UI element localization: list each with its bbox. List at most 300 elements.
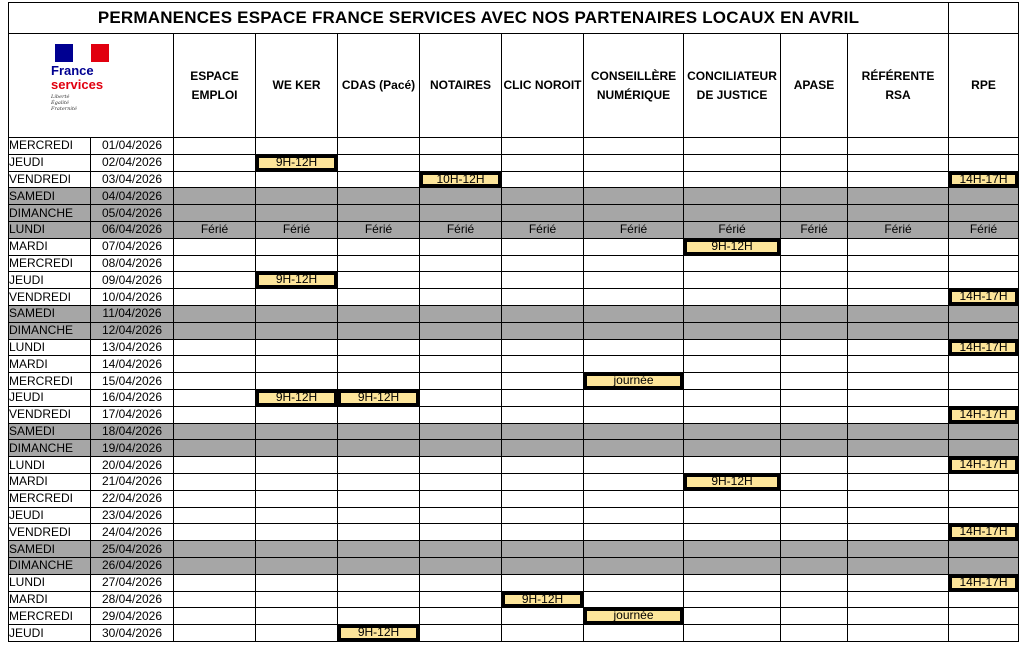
slot-badge: 9H-12H (684, 239, 780, 255)
holiday-cell: Férié (256, 221, 338, 238)
schedule-cell (584, 171, 684, 188)
holiday-cell: Férié (848, 221, 949, 238)
schedule-cell (684, 524, 781, 541)
schedule-cell (848, 289, 949, 306)
schedule-cell (781, 389, 848, 406)
column-header: ESPACE EMPLOI (174, 34, 256, 138)
schedule-cell (502, 625, 584, 642)
schedule-cell (420, 440, 502, 457)
france-services-logo (9, 34, 174, 138)
schedule-cell (781, 238, 848, 255)
column-header: WE KER (256, 34, 338, 138)
schedule-cell (949, 289, 1019, 306)
slot-badge: 9H-12H (502, 592, 583, 608)
schedule-cell (584, 138, 684, 155)
schedule-cell (174, 473, 256, 490)
slot-badge: 14H-17H (949, 407, 1018, 423)
column-header: CLIC NOROIT (502, 34, 584, 138)
schedule-cell (502, 557, 584, 574)
schedule-cell (502, 591, 584, 608)
day-name: JEUDI (9, 625, 91, 642)
schedule-cell (584, 289, 684, 306)
schedule-cell (338, 339, 420, 356)
schedule-cell (584, 255, 684, 272)
day-date: 02/04/2026 (91, 154, 174, 171)
schedule-cell (502, 423, 584, 440)
column-header: CDAS (Pacé) (338, 34, 420, 138)
schedule-cell (502, 238, 584, 255)
schedule-cell (584, 541, 684, 558)
day-name: VENDREDI (9, 524, 91, 541)
schedule-cell (420, 272, 502, 289)
schedule-cell (684, 154, 781, 171)
schedule-cell (781, 574, 848, 591)
schedule-cell (684, 507, 781, 524)
day-date: 28/04/2026 (91, 591, 174, 608)
schedule-cell (502, 289, 584, 306)
day-date: 19/04/2026 (91, 440, 174, 457)
schedule-cell (949, 305, 1019, 322)
schedule-cell (848, 356, 949, 373)
schedule-cell (684, 490, 781, 507)
schedule-cell (848, 389, 949, 406)
schedule-cell (684, 289, 781, 306)
day-name: MERCREDI (9, 608, 91, 625)
schedule-cell (781, 591, 848, 608)
schedule-cell (781, 205, 848, 222)
schedule-cell (781, 457, 848, 474)
day-date: 25/04/2026 (91, 541, 174, 558)
schedule-cell (684, 188, 781, 205)
day-name: SAMEDI (9, 541, 91, 558)
schedule-cell (584, 154, 684, 171)
schedule-cell (502, 356, 584, 373)
motto-liberte: Liberté (51, 94, 70, 100)
schedule-cell (256, 423, 338, 440)
slot-badge: 14H-17H (949, 172, 1018, 188)
schedule-cell (338, 541, 420, 558)
schedule-cell (781, 473, 848, 490)
schedule-cell (949, 389, 1019, 406)
schedule-cell (174, 541, 256, 558)
schedule-cell (174, 272, 256, 289)
schedule-cell (781, 541, 848, 558)
day-date: 03/04/2026 (91, 171, 174, 188)
schedule-cell (949, 541, 1019, 558)
schedule-cell (256, 238, 338, 255)
day-date: 20/04/2026 (91, 457, 174, 474)
french-flag-icon (55, 44, 109, 62)
schedule-cell (781, 154, 848, 171)
schedule-cell (781, 507, 848, 524)
schedule-cell (174, 406, 256, 423)
day-date: 26/04/2026 (91, 557, 174, 574)
schedule-cell (781, 289, 848, 306)
schedule-cell (174, 625, 256, 642)
day-date: 06/04/2026 (91, 221, 174, 238)
schedule-cell (502, 373, 584, 390)
schedule-cell (781, 356, 848, 373)
table-row (9, 608, 1019, 625)
schedule-cell (256, 389, 338, 406)
schedule-cell (256, 608, 338, 625)
schedule-cell (256, 541, 338, 558)
table-row (9, 188, 1019, 205)
schedule-cell (848, 339, 949, 356)
schedule-cell (174, 171, 256, 188)
day-date: 12/04/2026 (91, 322, 174, 339)
schedule-cell (338, 524, 420, 541)
schedule-cell (584, 524, 684, 541)
schedule-cell (338, 272, 420, 289)
logo-line-france: France (51, 63, 94, 78)
schedule-cell (256, 557, 338, 574)
schedule-cell (420, 608, 502, 625)
schedule-cell (420, 541, 502, 558)
column-header: RPE (949, 34, 1019, 138)
schedule-cell (684, 473, 781, 490)
schedule-cell (684, 305, 781, 322)
schedule-cell (848, 524, 949, 541)
schedule-cell (781, 272, 848, 289)
schedule-cell (256, 322, 338, 339)
schedule-cell (420, 305, 502, 322)
schedule-cell (781, 171, 848, 188)
schedule-cell (338, 138, 420, 155)
day-date: 22/04/2026 (91, 490, 174, 507)
schedule-cell (684, 389, 781, 406)
schedule-cell (256, 272, 338, 289)
schedule-cell (256, 440, 338, 457)
schedule-cell (174, 138, 256, 155)
schedule-cell (256, 171, 338, 188)
schedule-cell (338, 473, 420, 490)
schedule-cell (256, 490, 338, 507)
schedule-cell (584, 423, 684, 440)
schedule-cell (256, 188, 338, 205)
schedule-cell (684, 557, 781, 574)
schedule-cell (949, 406, 1019, 423)
schedule-cell (684, 339, 781, 356)
schedule-cell (256, 154, 338, 171)
table-row (9, 457, 1019, 474)
schedule-cell (338, 238, 420, 255)
schedule-cell (174, 608, 256, 625)
schedule-cell (256, 289, 338, 306)
schedule-cell (502, 339, 584, 356)
schedule-cell (949, 255, 1019, 272)
schedule-cell (174, 457, 256, 474)
schedule-cell (256, 205, 338, 222)
schedule-cell (949, 625, 1019, 642)
slot-badge: 9H-12H (256, 155, 337, 171)
schedule-cell (256, 574, 338, 591)
schedule-cell (949, 138, 1019, 155)
schedule-cell (584, 507, 684, 524)
schedule-cell (502, 574, 584, 591)
schedule-cell (781, 188, 848, 205)
schedule-cell (949, 557, 1019, 574)
table-row (9, 423, 1019, 440)
schedule-cell (781, 490, 848, 507)
schedule-table (8, 2, 1019, 642)
day-name: LUNDI (9, 457, 91, 474)
schedule-cell (781, 423, 848, 440)
day-name: MERCREDI (9, 138, 91, 155)
schedule-cell (256, 255, 338, 272)
table-row (9, 490, 1019, 507)
day-name: DIMANCHE (9, 205, 91, 222)
schedule-cell (338, 188, 420, 205)
schedule-cell (174, 188, 256, 205)
schedule-cell (781, 608, 848, 625)
schedule-cell (420, 255, 502, 272)
schedule-cell (584, 457, 684, 474)
table-row (9, 440, 1019, 457)
day-name: MERCREDI (9, 373, 91, 390)
schedule-cell (848, 322, 949, 339)
schedule-cell (584, 389, 684, 406)
holiday-cell: Férié (174, 221, 256, 238)
schedule-cell (502, 272, 584, 289)
schedule-cell (949, 591, 1019, 608)
schedule-cell (420, 356, 502, 373)
day-name: MERCREDI (9, 490, 91, 507)
schedule-cell (848, 507, 949, 524)
schedule-cell (502, 305, 584, 322)
schedule-cell (338, 507, 420, 524)
slot-badge: 14H-17H (949, 457, 1018, 473)
schedule-cell (584, 188, 684, 205)
slot-badge: 9H-12H (338, 625, 419, 641)
schedule-cell (584, 373, 684, 390)
schedule-cell (848, 305, 949, 322)
schedule-cell (584, 356, 684, 373)
schedule-cell (174, 305, 256, 322)
day-name: JEUDI (9, 507, 91, 524)
schedule-cell (256, 473, 338, 490)
schedule-cell (949, 188, 1019, 205)
schedule-cell (848, 608, 949, 625)
schedule-cell (848, 457, 949, 474)
day-name: VENDREDI (9, 406, 91, 423)
schedule-cell (338, 289, 420, 306)
table-row (9, 221, 1019, 238)
schedule-cell (949, 356, 1019, 373)
schedule-cell (338, 490, 420, 507)
schedule-cell (848, 171, 949, 188)
schedule-cell (420, 238, 502, 255)
holiday-cell: Férié (502, 221, 584, 238)
schedule-cell (949, 574, 1019, 591)
schedule-cell (781, 557, 848, 574)
schedule-cell (174, 440, 256, 457)
schedule-cell (848, 138, 949, 155)
schedule-cell (502, 138, 584, 155)
schedule-cell (502, 389, 584, 406)
schedule-cell (338, 440, 420, 457)
schedule-cell (338, 373, 420, 390)
schedule-cell (174, 574, 256, 591)
schedule-cell (338, 591, 420, 608)
schedule-cell (174, 356, 256, 373)
day-name: JEUDI (9, 272, 91, 289)
day-date: 15/04/2026 (91, 373, 174, 390)
schedule-cell (174, 373, 256, 390)
schedule-cell (949, 457, 1019, 474)
slot-badge: 9H-12H (256, 390, 337, 406)
schedule-cell (174, 289, 256, 306)
day-name: LUNDI (9, 221, 91, 238)
schedule-cell (949, 339, 1019, 356)
schedule-cell (420, 205, 502, 222)
day-name: VENDREDI (9, 171, 91, 188)
schedule-cell (338, 423, 420, 440)
schedule-cell (949, 322, 1019, 339)
schedule-cell (684, 373, 781, 390)
slot-badge: journée (584, 373, 683, 389)
day-date: 16/04/2026 (91, 389, 174, 406)
day-name: MARDI (9, 473, 91, 490)
schedule-cell (338, 574, 420, 591)
schedule-cell (502, 322, 584, 339)
day-name: SAMEDI (9, 423, 91, 440)
schedule-cell (420, 473, 502, 490)
schedule-cell (949, 272, 1019, 289)
table-row (9, 356, 1019, 373)
table-row (9, 574, 1019, 591)
schedule-cell (949, 524, 1019, 541)
schedule-cell (781, 373, 848, 390)
schedule-cell (584, 305, 684, 322)
schedule-cell (848, 188, 949, 205)
day-name: JEUDI (9, 154, 91, 171)
day-date: 14/04/2026 (91, 356, 174, 373)
schedule-cell (684, 238, 781, 255)
schedule-cell (174, 322, 256, 339)
schedule-cell (848, 625, 949, 642)
column-header: NOTAIRES (420, 34, 502, 138)
slot-badge: 14H-17H (949, 524, 1018, 540)
schedule-cell (420, 625, 502, 642)
schedule-cell (256, 524, 338, 541)
schedule-cell (584, 339, 684, 356)
table-row (9, 339, 1019, 356)
schedule-cell (420, 373, 502, 390)
schedule-cell (420, 154, 502, 171)
schedule-cell (174, 154, 256, 171)
schedule-cell (338, 322, 420, 339)
schedule-cell (584, 490, 684, 507)
day-name: MARDI (9, 238, 91, 255)
day-date: 13/04/2026 (91, 339, 174, 356)
slot-badge: 9H-12H (256, 272, 337, 288)
schedule-cell (256, 625, 338, 642)
schedule-cell (502, 457, 584, 474)
schedule-cell (684, 457, 781, 474)
schedule-cell (848, 423, 949, 440)
schedule-cell (949, 608, 1019, 625)
day-date: 01/04/2026 (91, 138, 174, 155)
schedule-cell (684, 171, 781, 188)
schedule-cell (338, 557, 420, 574)
schedule-cell (338, 457, 420, 474)
table-row (9, 473, 1019, 490)
day-name: LUNDI (9, 574, 91, 591)
schedule-cell (848, 272, 949, 289)
schedule-cell (684, 541, 781, 558)
schedule-cell (502, 205, 584, 222)
holiday-cell: Férié (684, 221, 781, 238)
day-name: SAMEDI (9, 188, 91, 205)
schedule-cell (584, 440, 684, 457)
schedule-cell (781, 440, 848, 457)
schedule-cell (781, 138, 848, 155)
slot-badge: 10H-12H (420, 172, 501, 188)
holiday-cell: Férié (420, 221, 502, 238)
schedule-cell (848, 238, 949, 255)
schedule-cell (502, 541, 584, 558)
schedule-cell (502, 188, 584, 205)
table-row (9, 373, 1019, 390)
schedule-cell (684, 272, 781, 289)
day-name: DIMANCHE (9, 440, 91, 457)
schedule-cell (420, 171, 502, 188)
schedule-cell (338, 255, 420, 272)
schedule-cell (949, 373, 1019, 390)
schedule-cell (174, 557, 256, 574)
schedule-cell (420, 490, 502, 507)
holiday-cell: Férié (584, 221, 684, 238)
schedule-cell (502, 490, 584, 507)
schedule-cell (174, 339, 256, 356)
day-date: 07/04/2026 (91, 238, 174, 255)
table-row (9, 406, 1019, 423)
slot-badge: journée (584, 608, 683, 624)
holiday-cell: Férié (781, 221, 848, 238)
schedule-cell (848, 154, 949, 171)
schedule-cell (848, 255, 949, 272)
schedule-cell (848, 490, 949, 507)
day-date: 04/04/2026 (91, 188, 174, 205)
day-name: VENDREDI (9, 289, 91, 306)
day-name: MERCREDI (9, 255, 91, 272)
schedule-cell (584, 591, 684, 608)
schedule-cell (949, 507, 1019, 524)
table-row (9, 557, 1019, 574)
schedule-cell (848, 473, 949, 490)
table-row (9, 289, 1019, 306)
schedule-cell (256, 339, 338, 356)
schedule-cell (848, 440, 949, 457)
holiday-cell: Férié (949, 221, 1019, 238)
schedule-cell (420, 457, 502, 474)
schedule-cell (502, 440, 584, 457)
schedule-cell (420, 138, 502, 155)
schedule-cell (781, 524, 848, 541)
schedule-cell (781, 322, 848, 339)
schedule-cell (256, 457, 338, 474)
schedule-cell (848, 373, 949, 390)
schedule-cell (684, 255, 781, 272)
table-row (9, 322, 1019, 339)
schedule-cell (584, 205, 684, 222)
schedule-cell (949, 423, 1019, 440)
motto-fraternite: Fraternité (51, 106, 77, 112)
schedule-cell (584, 625, 684, 642)
day-date: 11/04/2026 (91, 305, 174, 322)
table-row (9, 524, 1019, 541)
